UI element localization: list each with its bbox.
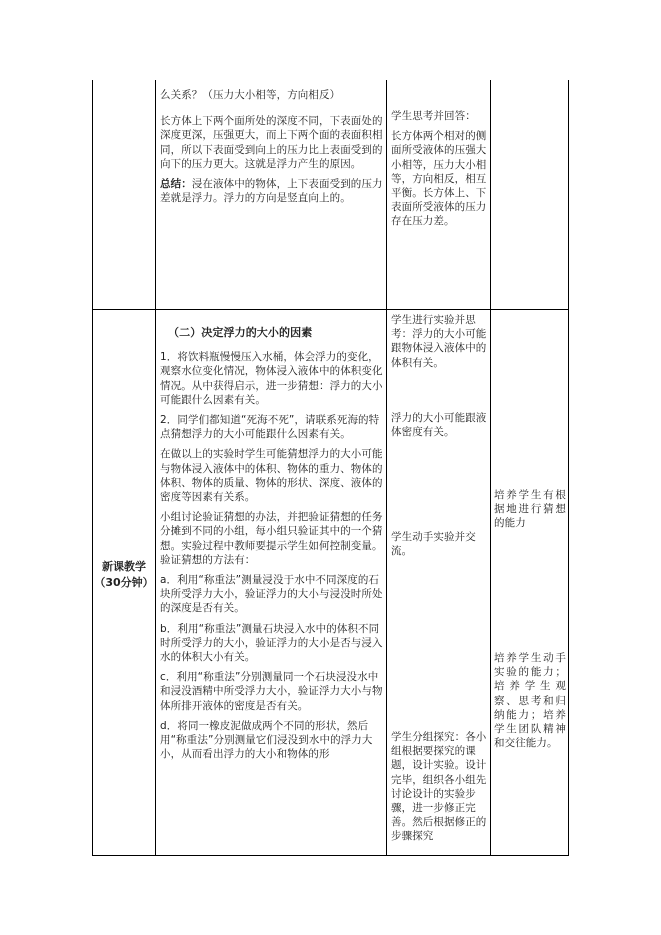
row1-student-cell [391, 109, 487, 229]
row2-student-3: 学生动手实验并交流。 [391, 531, 476, 558]
row2-teacher-p1: 1．将饮料瓶慢慢压入水桶，体会浮力的变化，观察水位变化情况，物体浸入液体中的体积变化情况。从中获得启示，进一步猜想：浮力的大小可能跟什么因素有关。 [160, 351, 383, 406]
row1-student-p1: 学生思考并回答： [391, 110, 476, 122]
section-heading: （二）决定浮力的大小的因素 [168, 326, 313, 339]
table-border-bottom [92, 855, 569, 856]
row1-teacher-p3: 浸在液体中的物体，上下表面受到的压力差就是浮力。浮力的方向是竖直向上的。 [160, 178, 383, 205]
summary-label: 总结： [160, 178, 192, 191]
row1-teacher-p1: 么关系？（压力大小相等，方向相反） [160, 89, 341, 101]
row2-teacher-p8: d．将同一橡皮泥做成两个不同的形状，然后用“称重法”分别测量它们浸没到水中的浮力大小，从而看出浮力的大小和物体的形 [160, 719, 373, 761]
table-divider-2 [386, 80, 387, 856]
row2-teacher-p6: b．利用“称重法”测量石块浸入水中的体积不同时所受浮力的大小，验证浮力的大小是否与浸入水的体积大小有关。 [160, 622, 383, 664]
row1-summary [160, 177, 384, 205]
table-border-left [92, 80, 93, 856]
row2-teacher-p7: c．利用“称重法”分别测量同一个石块浸没水中和浸没酒精中所受浮力大小，验证浮力大小与物体所排开液体的密度是否有关。 [160, 671, 383, 712]
row2-teacher-p3: 在做以上的实验时学生可能猜想浮力的大小可能与物体浸入液体中的体积、物体的重力、物体的体积、物体的质量、物体的形状、深度、液体的密度等因素有关系。 [160, 448, 383, 504]
row2-teacher-p2: 2．同学们都知道“死海不死”，请联系死海的特点猜想浮力的大小可能跟什么因素有关。 [160, 414, 380, 441]
row1-teacher-cell [160, 88, 384, 211]
section-label-title: 新课教学 [102, 560, 146, 573]
section-label-duration: （30分钟） [94, 576, 154, 589]
table-border-right [568, 80, 569, 856]
row2-student-1: 学生进行实验并思考：浮力的大小可能跟物体浸入液体中的体积有关。 [391, 314, 487, 369]
row2-teacher-p4: 小组讨论验证猜想的办法，并把验证猜想的任务分摊到不同的小组，每小组只验证其中的一个猜想。实验过程中教师要提示学生如何控制变量。验证猜想的方法有： [160, 511, 383, 566]
row1-student-p2: 长方体两个相对的侧面所受液体的压强大小相等，压力大小相等，方向相反，相互平衡。长方体上、下表面所受液体的压力存在压力差。 [391, 130, 487, 228]
row1-teacher-p2: 长方体上下两个面所处的深度不同，下表面处的深度更深，压强更大，而上下两个面的表面积相同，所以下表面受到向上的压力比上表面受到的向下的压力更大。这就是浮力产生的原因。 [160, 115, 383, 170]
row2-goal-2: 培养学生动手实验的能力；培养学生观察、思考和归纳能力；培养学生团队精神和交往能力。 [494, 652, 566, 750]
row2-student-4: 学生分组探究：各小组根据要探究的课题，设计实验。设计完毕，组织各小组先讨论设计的实验步骤，进一步修正完善。然后根据修正的步骤探究 [391, 731, 487, 843]
row2-teacher-p5: a．利用“称重法”测量浸没于水中不同深度的石块所受浮力大小，验证浮力的大小与浸没时所处的深度是否有关。 [160, 574, 383, 615]
row2-teacher-cell [160, 310, 384, 767]
row2-goal-1: 培养学生有根据地进行猜想的能力 [494, 489, 566, 530]
table-divider-3 [490, 80, 491, 856]
section-label [93, 559, 155, 591]
row2-student-2: 浮力的大小可能跟液体密度有关。 [391, 412, 487, 439]
table-divider-1 [155, 80, 156, 856]
